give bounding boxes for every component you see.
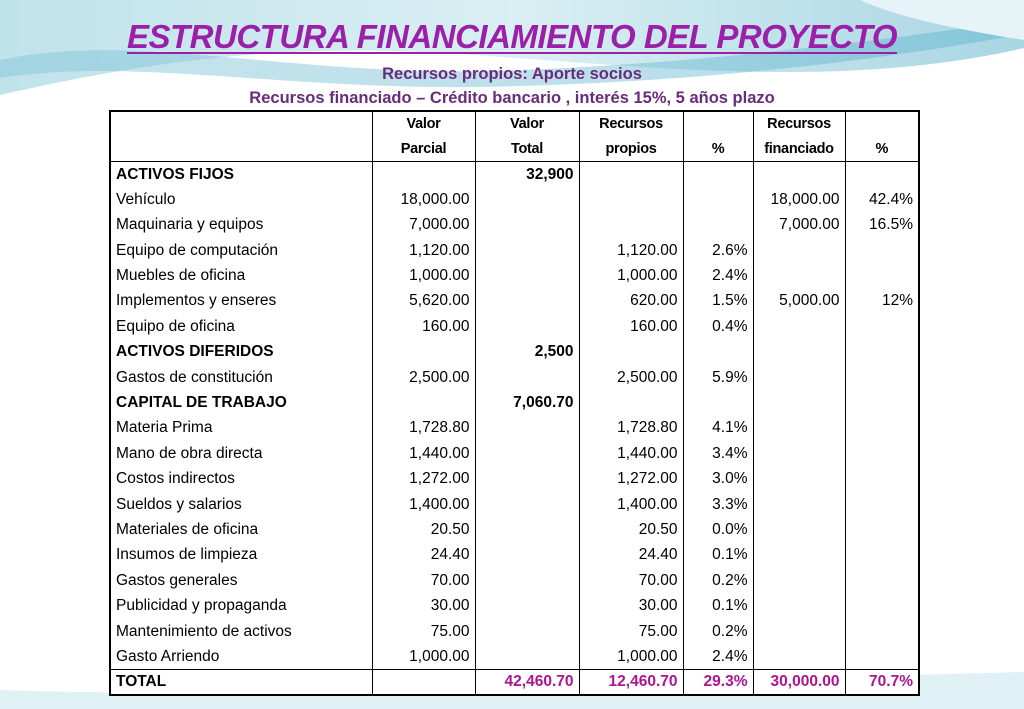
- recursos-propios-cell: 1,120.00: [579, 238, 683, 263]
- recursos-financiado-cell: [753, 619, 845, 644]
- pct-financiado-cell: 42.4%: [845, 187, 919, 212]
- pct-propios-cell: [683, 187, 753, 212]
- valor-total-cell: [475, 213, 579, 238]
- item-name-cell: Gastos generales: [110, 568, 372, 593]
- pct-financiado-cell: [845, 517, 919, 542]
- recursos-financiado-cell: [753, 162, 845, 187]
- valor-total-cell: 32,900: [475, 162, 579, 187]
- valor-parcial-cell: 30.00: [372, 593, 475, 618]
- valor-parcial-cell: 7,000.00: [372, 213, 475, 238]
- valor-total-cell: [475, 187, 579, 212]
- valor-total-cell: [475, 314, 579, 339]
- recursos-financiado-cell: 5,000.00: [753, 289, 845, 314]
- header-cell: %: [845, 136, 919, 161]
- recursos-propios-cell: 1,400.00: [579, 492, 683, 517]
- pct-financiado-cell: 16.5%: [845, 213, 919, 238]
- recursos-financiado-cell: [753, 441, 845, 466]
- table-row: [110, 466, 919, 491]
- pct-financiado-cell: [845, 492, 919, 517]
- item-name-cell: Equipo de computación: [110, 238, 372, 263]
- table-row: [110, 568, 919, 593]
- table-row: [110, 441, 919, 466]
- pct-financiado-cell: [845, 644, 919, 669]
- recursos-financiado-cell: 18,000.00: [753, 187, 845, 212]
- table-row: [110, 263, 919, 288]
- item-name-cell: Mano de obra directa: [110, 441, 372, 466]
- item-name-cell: Implementos y enseres: [110, 289, 372, 314]
- table-row: [110, 619, 919, 644]
- header-row-2: [110, 136, 919, 161]
- table-row: [110, 517, 919, 542]
- recursos-propios-cell: [579, 162, 683, 187]
- recursos-financiado-cell: 7,000.00: [753, 213, 845, 238]
- valor-parcial-cell: 20.50: [372, 517, 475, 542]
- item-name-cell: Insumos de limpieza: [110, 543, 372, 568]
- valor-parcial-cell: 1,728.80: [372, 416, 475, 441]
- recursos-financiado-cell: [753, 543, 845, 568]
- recursos-financiado-cell: [753, 365, 845, 390]
- header-cell: Recursos: [579, 111, 683, 136]
- pct-propios-cell: 2.4%: [683, 644, 753, 669]
- pct-financiado-cell: [845, 619, 919, 644]
- header-cell: Recursos: [753, 111, 845, 136]
- item-name-cell: Vehículo: [110, 187, 372, 212]
- table-row: [110, 314, 919, 339]
- recursos-financiado-cell: [753, 466, 845, 491]
- valor-total-cell: [475, 466, 579, 491]
- header-cell: Valor: [475, 111, 579, 136]
- valor-total-cell: [475, 416, 579, 441]
- table-row: [110, 238, 919, 263]
- recursos-propios-cell: 2,500.00: [579, 365, 683, 390]
- valor-parcial-cell: 24.40: [372, 543, 475, 568]
- valor-parcial-cell: 1,272.00: [372, 466, 475, 491]
- recursos-propios-cell: [579, 390, 683, 415]
- valor-total-cell: [475, 263, 579, 288]
- pct-propios-cell: 0.2%: [683, 619, 753, 644]
- header-cell: [110, 136, 372, 161]
- header-cell: Parcial: [372, 136, 475, 161]
- pct-propios-cell: [683, 213, 753, 238]
- pct-propios-cell: 0.4%: [683, 314, 753, 339]
- item-name-cell: Mantenimiento de activos: [110, 619, 372, 644]
- pct-financiado-cell: [845, 162, 919, 187]
- table-row: [110, 213, 919, 238]
- total-row: [110, 670, 919, 695]
- valor-total-cell: [475, 619, 579, 644]
- total-recursos-financiado-cell: 30,000.00: [753, 670, 845, 695]
- valor-total-cell: [475, 517, 579, 542]
- valor-parcial-cell: 70.00: [372, 568, 475, 593]
- pct-propios-cell: [683, 340, 753, 365]
- pct-financiado-cell: [845, 365, 919, 390]
- pct-propios-cell: 1.5%: [683, 289, 753, 314]
- pct-financiado-cell: [845, 441, 919, 466]
- table-row: [110, 593, 919, 618]
- recursos-financiado-cell: [753, 492, 845, 517]
- recursos-financiado-cell: [753, 390, 845, 415]
- recursos-propios-cell: 24.40: [579, 543, 683, 568]
- recursos-propios-cell: 1,440.00: [579, 441, 683, 466]
- recursos-financiado-cell: [753, 644, 845, 669]
- financing-table: [109, 110, 920, 696]
- item-name-cell: Publicidad y propaganda: [110, 593, 372, 618]
- pct-financiado-cell: [845, 340, 919, 365]
- item-name-cell: Materiales de oficina: [110, 517, 372, 542]
- table-row: [110, 644, 919, 669]
- valor-total-cell: [475, 289, 579, 314]
- valor-parcial-cell: 75.00: [372, 619, 475, 644]
- total-recursos-propios-cell: 12,460.70: [579, 670, 683, 695]
- recursos-financiado-cell: [753, 238, 845, 263]
- item-name-cell: ACTIVOS DIFERIDOS: [110, 340, 372, 365]
- table-row: [110, 289, 919, 314]
- valor-total-cell: [475, 492, 579, 517]
- total-pct-propios-cell: 29.3%: [683, 670, 753, 695]
- recursos-financiado-cell: [753, 263, 845, 288]
- section-row: [110, 390, 919, 415]
- valor-parcial-cell: 1,400.00: [372, 492, 475, 517]
- total-pct-financiado-cell: 70.7%: [845, 670, 919, 695]
- valor-total-cell: 2,500: [475, 340, 579, 365]
- subtitle-financed-resources: Recursos financiado – Crédito bancario , interés 15%, 5 años plazo: [249, 89, 775, 107]
- valor-total-cell: [475, 441, 579, 466]
- recursos-propios-cell: 30.00: [579, 593, 683, 618]
- recursos-propios-cell: 160.00: [579, 314, 683, 339]
- pct-propios-cell: 2.4%: [683, 263, 753, 288]
- table-row: [110, 416, 919, 441]
- valor-parcial-cell: 5,620.00: [372, 289, 475, 314]
- item-name-cell: Maquinaria y equipos: [110, 213, 372, 238]
- item-name-cell: Gasto Arriendo: [110, 644, 372, 669]
- valor-parcial-cell: 18,000.00: [372, 187, 475, 212]
- recursos-financiado-cell: [753, 314, 845, 339]
- header-cell: propios: [579, 136, 683, 161]
- valor-total-cell: [475, 365, 579, 390]
- item-name-cell: Materia Prima: [110, 416, 372, 441]
- item-name-cell: ACTIVOS FIJOS: [110, 162, 372, 187]
- valor-total-cell: [475, 593, 579, 618]
- recursos-propios-cell: [579, 187, 683, 212]
- recursos-propios-cell: 1,000.00: [579, 644, 683, 669]
- recursos-propios-cell: [579, 340, 683, 365]
- table-row: [110, 365, 919, 390]
- pct-financiado-cell: [845, 390, 919, 415]
- valor-parcial-cell: 1,120.00: [372, 238, 475, 263]
- total-item-name-cell: TOTAL: [110, 670, 372, 695]
- pct-propios-cell: [683, 390, 753, 415]
- valor-total-cell: [475, 543, 579, 568]
- recursos-financiado-cell: [753, 517, 845, 542]
- pct-propios-cell: 5.9%: [683, 365, 753, 390]
- pct-propios-cell: 0.2%: [683, 568, 753, 593]
- header-row-1: [110, 111, 919, 136]
- item-name-cell: Costos indirectos: [110, 466, 372, 491]
- page-title: ESTRUCTURA FINANCIAMIENTO DEL PROYECTO: [127, 18, 897, 55]
- pct-financiado-cell: [845, 466, 919, 491]
- header-cell: [845, 111, 919, 136]
- recursos-financiado-cell: [753, 593, 845, 618]
- pct-propios-cell: 3.0%: [683, 466, 753, 491]
- pct-propios-cell: 0.1%: [683, 543, 753, 568]
- pct-propios-cell: 4.1%: [683, 416, 753, 441]
- valor-parcial-cell: 160.00: [372, 314, 475, 339]
- item-name-cell: CAPITAL DE TRABAJO: [110, 390, 372, 415]
- valor-parcial-cell: 1,440.00: [372, 441, 475, 466]
- item-name-cell: Equipo de oficina: [110, 314, 372, 339]
- recursos-propios-cell: [579, 213, 683, 238]
- pct-financiado-cell: [845, 416, 919, 441]
- valor-parcial-cell: 1,000.00: [372, 644, 475, 669]
- pct-financiado-cell: [845, 593, 919, 618]
- valor-parcial-cell: [372, 390, 475, 415]
- recursos-propios-cell: 20.50: [579, 517, 683, 542]
- table-row: [110, 187, 919, 212]
- valor-total-cell: 7,060.70: [475, 390, 579, 415]
- header-cell: %: [683, 136, 753, 161]
- table-row: [110, 492, 919, 517]
- pct-financiado-cell: [845, 263, 919, 288]
- recursos-financiado-cell: [753, 568, 845, 593]
- total-valor-total-cell: 42,460.70: [475, 670, 579, 695]
- subtitle-own-resources: Recursos propios: Aporte socios: [382, 65, 642, 83]
- recursos-financiado-cell: [753, 416, 845, 441]
- valor-parcial-cell: 1,000.00: [372, 263, 475, 288]
- valor-total-cell: [475, 644, 579, 669]
- item-name-cell: Gastos de constitución: [110, 365, 372, 390]
- pct-financiado-cell: 12%: [845, 289, 919, 314]
- pct-financiado-cell: [845, 238, 919, 263]
- table-row: [110, 543, 919, 568]
- recursos-propios-cell: 75.00: [579, 619, 683, 644]
- pct-propios-cell: 3.4%: [683, 441, 753, 466]
- valor-total-cell: [475, 568, 579, 593]
- pct-financiado-cell: [845, 543, 919, 568]
- recursos-propios-cell: 1,000.00: [579, 263, 683, 288]
- item-name-cell: Sueldos y salarios: [110, 492, 372, 517]
- pct-financiado-cell: [845, 568, 919, 593]
- pct-propios-cell: [683, 162, 753, 187]
- pct-propios-cell: 0.0%: [683, 517, 753, 542]
- valor-parcial-cell: [372, 162, 475, 187]
- recursos-propios-cell: 620.00: [579, 289, 683, 314]
- item-name-cell: Muebles de oficina: [110, 263, 372, 288]
- header-cell: [110, 111, 372, 136]
- recursos-propios-cell: 70.00: [579, 568, 683, 593]
- recursos-propios-cell: 1,272.00: [579, 466, 683, 491]
- valor-total-cell: [475, 238, 579, 263]
- header-cell: Total: [475, 136, 579, 161]
- pct-propios-cell: 3.3%: [683, 492, 753, 517]
- header-cell: financiado: [753, 136, 845, 161]
- recursos-financiado-cell: [753, 340, 845, 365]
- recursos-propios-cell: 1,728.80: [579, 416, 683, 441]
- section-row: [110, 162, 919, 187]
- total-valor-parcial-cell: [372, 670, 475, 695]
- section-row: [110, 340, 919, 365]
- header-cell: [683, 111, 753, 136]
- pct-financiado-cell: [845, 314, 919, 339]
- pct-propios-cell: 0.1%: [683, 593, 753, 618]
- pct-propios-cell: 2.6%: [683, 238, 753, 263]
- valor-parcial-cell: [372, 340, 475, 365]
- header-cell: Valor: [372, 111, 475, 136]
- valor-parcial-cell: 2,500.00: [372, 365, 475, 390]
